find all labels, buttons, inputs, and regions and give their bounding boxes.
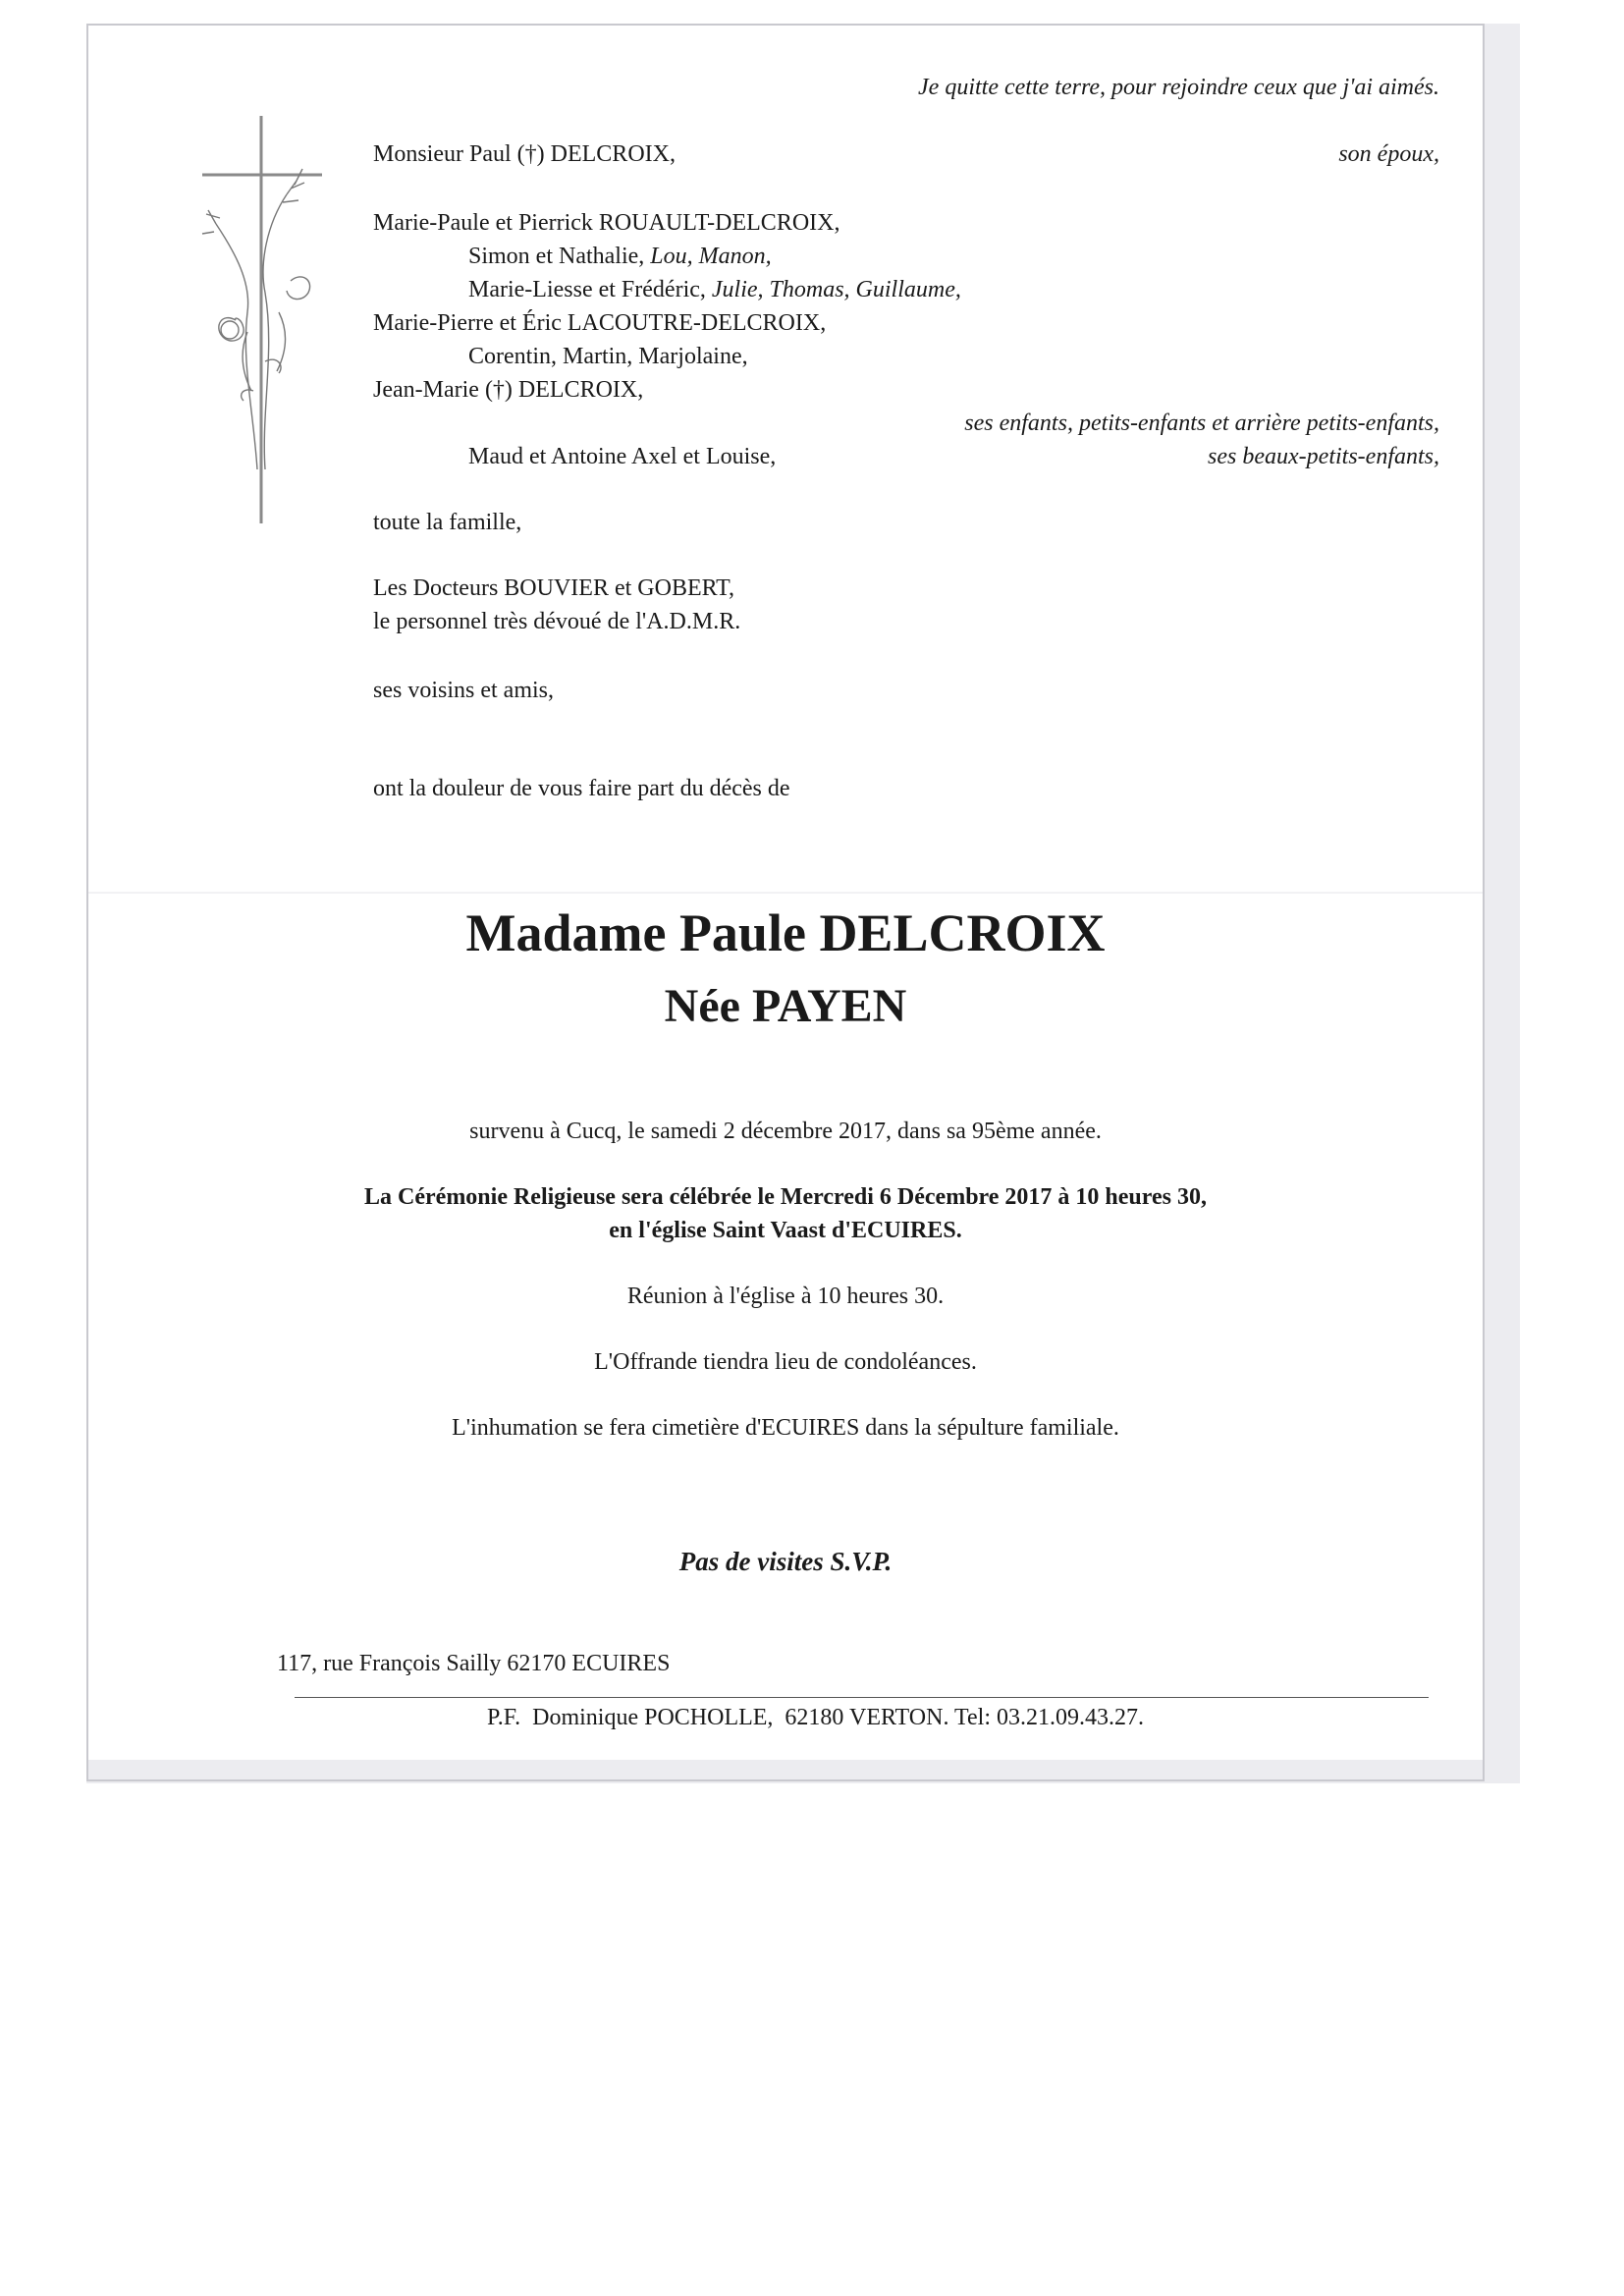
family-line-2-children: Lou, Manon, bbox=[650, 244, 772, 269]
family-line-3-prefix: Marie-Liesse et Frédéric, bbox=[468, 277, 712, 302]
funeral-home: P.F. Dominique POCHOLLE, 62180 VERTON. Tel: 03.21.09.43.27. bbox=[487, 1705, 1144, 1730]
family-line-2-prefix: Simon et Nathalie, bbox=[468, 244, 651, 269]
epigraph: Je quitte cette terre, pour rejoindre ceux que j'ai aimés. bbox=[918, 75, 1439, 100]
fold-line bbox=[88, 892, 1483, 894]
deceased-name: Madame Paule DELCROIX bbox=[465, 903, 1106, 962]
burial: L'inhumation se fera cimetière d'ECUIRES dans la sépulture familiale. bbox=[452, 1415, 1119, 1441]
death-info: survenu à Cucq, le samedi 2 décembre 2017, dans sa 95ème année. bbox=[469, 1119, 1102, 1144]
husband-name: Monsieur Paul (†) DELCROIX, bbox=[373, 141, 676, 167]
family-line-6: Jean-Marie (†) DELCROIX, bbox=[373, 377, 644, 403]
family-relation-2: ses beaux-petits-enfants, bbox=[1208, 444, 1439, 469]
family-line-1: Marie-Paule et Pierrick ROUAULT-DELCROIX, bbox=[373, 210, 840, 236]
family-line-3 bbox=[468, 273, 961, 306]
footer-rule bbox=[295, 1697, 1429, 1698]
family-line-5: Corentin, Martin, Marjolaine, bbox=[468, 344, 748, 369]
doctors-line-2: le personnel très dévoué de l'A.D.M.R. bbox=[373, 609, 741, 634]
page-shadow-right bbox=[1485, 24, 1520, 1783]
cross-icon bbox=[196, 116, 353, 528]
family-line-7: Maud et Antoine Axel et Louise, bbox=[468, 444, 777, 469]
family-line-3-children: Julie, Thomas, Guillaume, bbox=[711, 277, 961, 302]
announcement: ont la douleur de vous faire part du décès de bbox=[373, 776, 790, 801]
family-all: toute la famille, bbox=[373, 510, 522, 535]
husband-relation: son époux, bbox=[1338, 141, 1439, 167]
doctors-line-1: Les Docteurs BOUVIER et GOBERT, bbox=[373, 575, 735, 601]
family-line-2 bbox=[468, 240, 772, 273]
address: 117, rue François Sailly 62170 ECUIRES bbox=[277, 1651, 671, 1676]
family-relation: ses enfants, petits-enfants et arrière petits-enfants, bbox=[964, 410, 1439, 436]
meeting: Réunion à l'église à 10 heures 30. bbox=[626, 1284, 945, 1309]
deceased-birth-name: Née PAYEN bbox=[664, 980, 907, 1032]
neighbors: ses voisins et amis, bbox=[373, 678, 554, 703]
no-visits: Pas de visites S.V.P. bbox=[678, 1547, 893, 1576]
offering: L'Offrande tiendra lieu de condoléances. bbox=[594, 1349, 977, 1375]
ceremony-line-2: en l'église Saint Vaast d'ECUIRES. bbox=[609, 1218, 962, 1243]
ceremony-line-1: La Cérémonie Religieuse sera célébrée le Mercredi 6 Décembre 2017 à 10 heures 30, bbox=[364, 1184, 1207, 1210]
family-line-4: Marie-Pierre et Éric LACOUTRE-DELCROIX, bbox=[373, 310, 827, 336]
